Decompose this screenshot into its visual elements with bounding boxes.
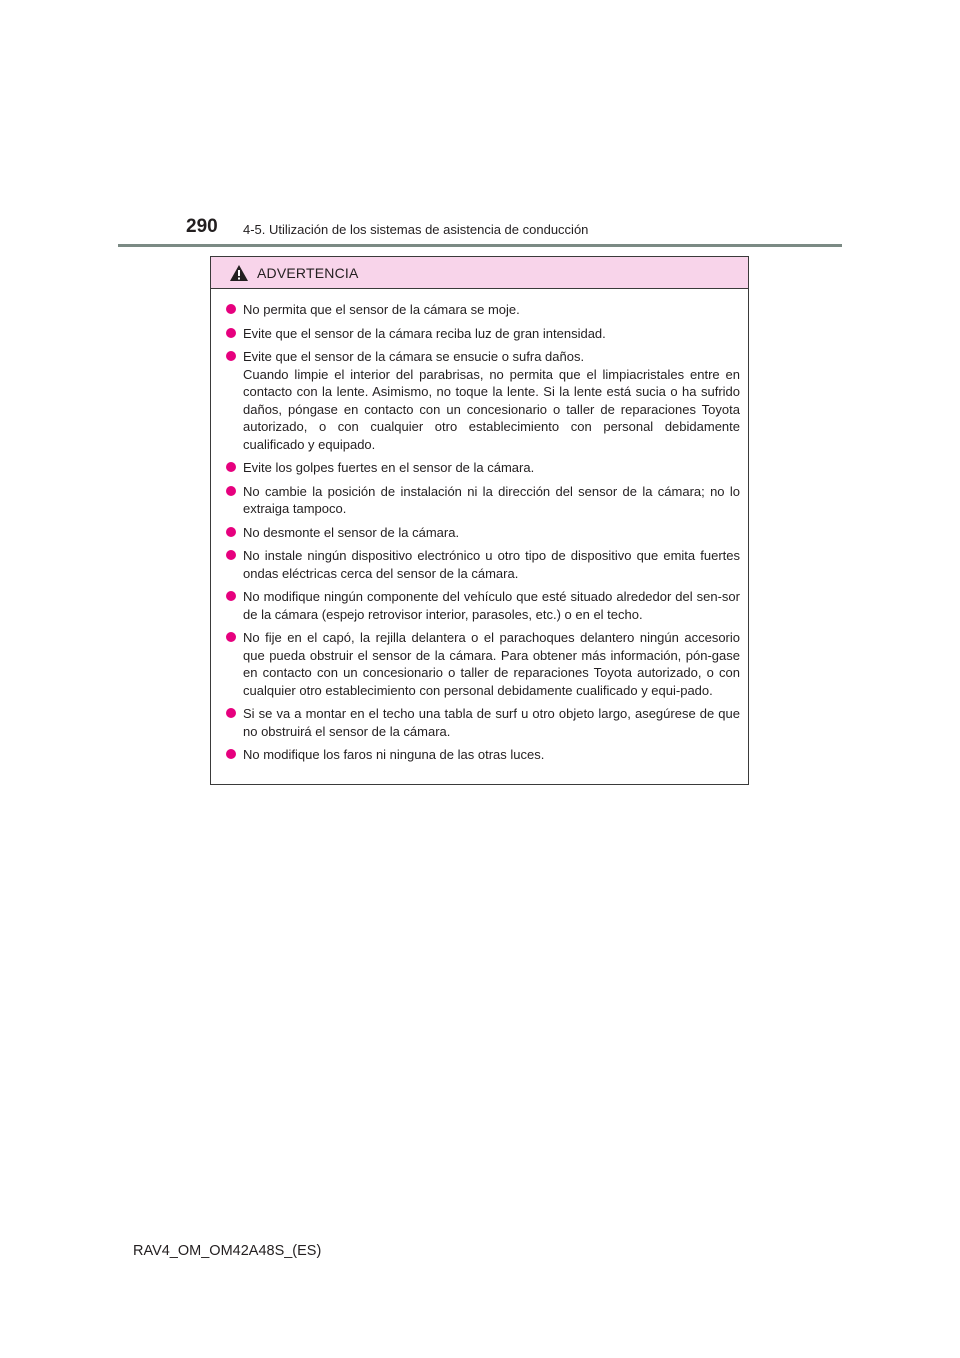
section-title: 4-5. Utilización de los sistemas de asistencia de conducción: [243, 222, 589, 237]
warning-item-text: [243, 524, 740, 542]
warning-item-paragraph: No instale ningún dispositivo electrónico u otro tipo de dispositivo que emita fuertes ondas eléctricas cerca del sensor de la cámara.: [243, 548, 740, 581]
warning-item: [226, 746, 740, 764]
warning-item-paragraph: No desmonte el sensor de la cámara.: [243, 524, 460, 540]
warning-title: ADVERTENCIA: [257, 264, 359, 281]
bullet-icon: [226, 486, 236, 496]
warning-item-text: [243, 483, 740, 518]
warning-item-text: [243, 348, 740, 453]
bullet-icon: [226, 527, 236, 537]
bullet-icon: [226, 462, 236, 472]
warning-item: [226, 588, 740, 623]
warning-item: [226, 705, 740, 740]
warning-item-paragraph: No fije en el capó, la rejilla delantera o el parachoques delantero ningún accesorio que pueda obstruir el sensor de la cámara. Para obtener más información, pón-gase en contacto con un concesionario o taller de reparaciones Toyota autorizado, o con cualquier otro establecimiento con personal debidamente cualificado y equi-pado.: [243, 630, 740, 698]
bullet-icon: [226, 550, 236, 560]
warning-item-text: [243, 629, 740, 699]
warning-item: [226, 547, 740, 582]
warning-triangle-icon: [229, 264, 249, 282]
bullet-icon: [226, 708, 236, 718]
page-number: 290: [186, 216, 218, 237]
warning-item-paragraph: Evite los golpes fuertes en el sensor de la cámara.: [243, 460, 535, 475]
warning-item: [226, 348, 740, 453]
bullet-icon: [226, 632, 236, 642]
warning-item-text: [243, 705, 740, 740]
warning-item-paragraph: No modifique los faros ni ninguna de las otras luces.: [243, 747, 545, 762]
warning-item-paragraph: Evite que el sensor de la cámara se ensucie o sufra daños.: [243, 349, 585, 364]
warning-item: [226, 325, 740, 343]
warning-item: [226, 301, 740, 319]
warning-item-paragraph: No modifique ningún componente del vehículo que esté situado alrededor del sen-sor de la cámara (espejo retrovisor interior, parasoles, etc.) o en el techo.: [243, 589, 740, 622]
document-code: RAV4_OM_OM42A48S_(ES): [133, 1243, 322, 1259]
bullet-icon: [226, 351, 236, 361]
bullet-icon: [226, 328, 236, 338]
warning-item-paragraph: No cambie la posición de instalación ni la dirección del sensor de la cámara; no lo extraiga tampoco.: [243, 483, 740, 516]
warning-item-text: [243, 459, 740, 477]
warning-item: [226, 483, 740, 518]
warning-item-paragraph: Evite que el sensor de la cámara reciba luz de gran intensidad.: [243, 325, 606, 341]
warning-item-text: [243, 301, 740, 319]
warning-item-text: [243, 547, 740, 582]
warning-item: [226, 459, 740, 477]
warning-item-text: [243, 325, 740, 343]
warning-header: [211, 257, 748, 289]
warning-box: [210, 256, 749, 785]
warning-list: [211, 289, 748, 784]
warning-item: [226, 629, 740, 699]
warning-item-text: [243, 746, 740, 764]
header-rule: [118, 244, 842, 247]
bullet-icon: [226, 304, 236, 314]
bullet-icon: [226, 591, 236, 601]
warning-item-paragraph: Cuando limpie el interior del parabrisas, no permita que el limpiacristales entre en contacto con la lente. Asimismo, no toque la lente. Si la lente está sucia o ha sufrido daños, póngase en contacto con un concesionario o taller de reparaciones Toyota autorizado, o con cualquier otro establecimiento con personal debidamente cualificado y equipado.: [243, 366, 740, 452]
warning-item-text: [243, 588, 740, 623]
warning-item-paragraph: No permita que el sensor de la cámara se moje.: [243, 302, 520, 317]
warning-item-paragraph: Si se va a montar en el techo una tabla de surf u otro objeto largo, asegúrese de que no obstruirá el sensor de la cámara.: [243, 706, 740, 739]
bullet-icon: [226, 749, 236, 759]
warning-item: [226, 524, 740, 542]
